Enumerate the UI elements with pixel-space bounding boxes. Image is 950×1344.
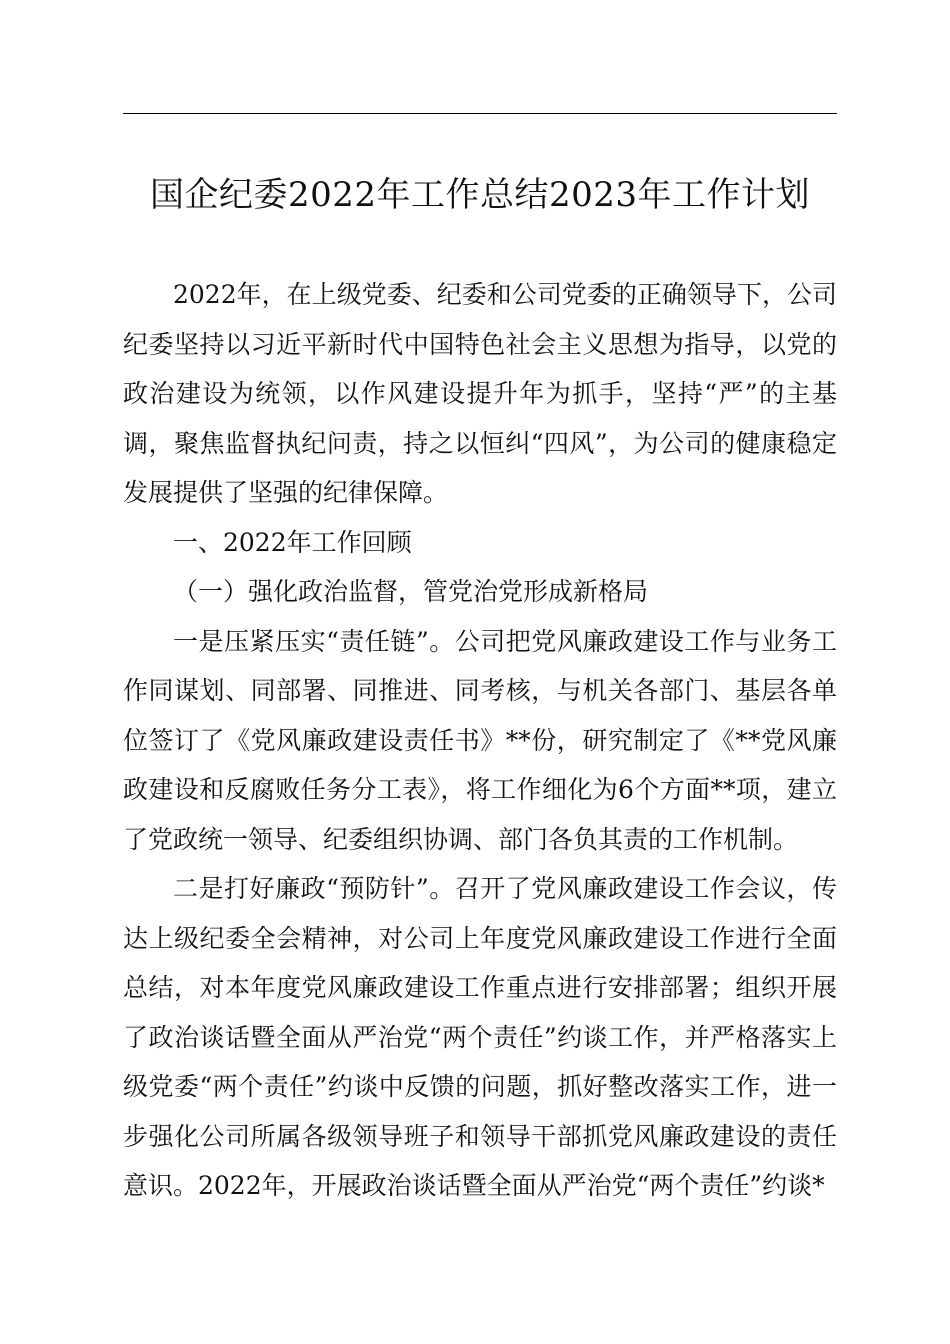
header-rule	[123, 113, 837, 114]
paragraph-responsibility-chain: 一是压紧压实“责任链”。公司把党风廉政建设工作与业务工作同谋划、同部署、同推进、同考核，与机关各部门、基层各单位签订了《党风廉政建设责任书》**份，研究制定了《**党风廉政建设和反腐败任务分工表》，将工作细化为6个方面**项，建立了党政统一领导、纪委组织协调、部门各负其责的工作机制。	[123, 626, 837, 854]
paragraph-prevention: 二是打好廉政“预防针”。召开了党风廉政建设工作会议，传达上级纪委全会精神，对公司上年度党风廉政建设工作进行全面总结，对本年度党风廉政建设工作重点进行安排部署；组织开展了政治谈话暨全面从严治党“两个责任”约谈工作，并严格落实上级党委“两个责任”约谈中反馈的问题，抓好整改落实工作，进一步强化公司所属各级领导班子和领导干部抓党风廉政建设的责任意识。2022年，开展政治谈话暨全面从严治党“两个责任”约谈*	[123, 874, 837, 1200]
intro-paragraph: 2022年，在上级党委、纪委和公司党委的正确领导下，公司纪委坚持以习近平新时代中国特色社会主义思想为指导，以党的政治建设为统领，以作风建设提升年为抓手，坚持“严”的主基调，聚焦监督执纪问责，持之以恒纠“四风”，为公司的健康稳定发展提供了坚强的纪律保障。	[123, 280, 837, 507]
document-title: 国企纪委2022年工作总结2023年工作计划	[149, 175, 811, 215]
document-body	[123, 270, 837, 1211]
subsection-heading: （一）强化政治监督，管党治党形成新格局	[173, 577, 649, 606]
section-heading: 一、2022年工作回顾	[173, 527, 412, 557]
